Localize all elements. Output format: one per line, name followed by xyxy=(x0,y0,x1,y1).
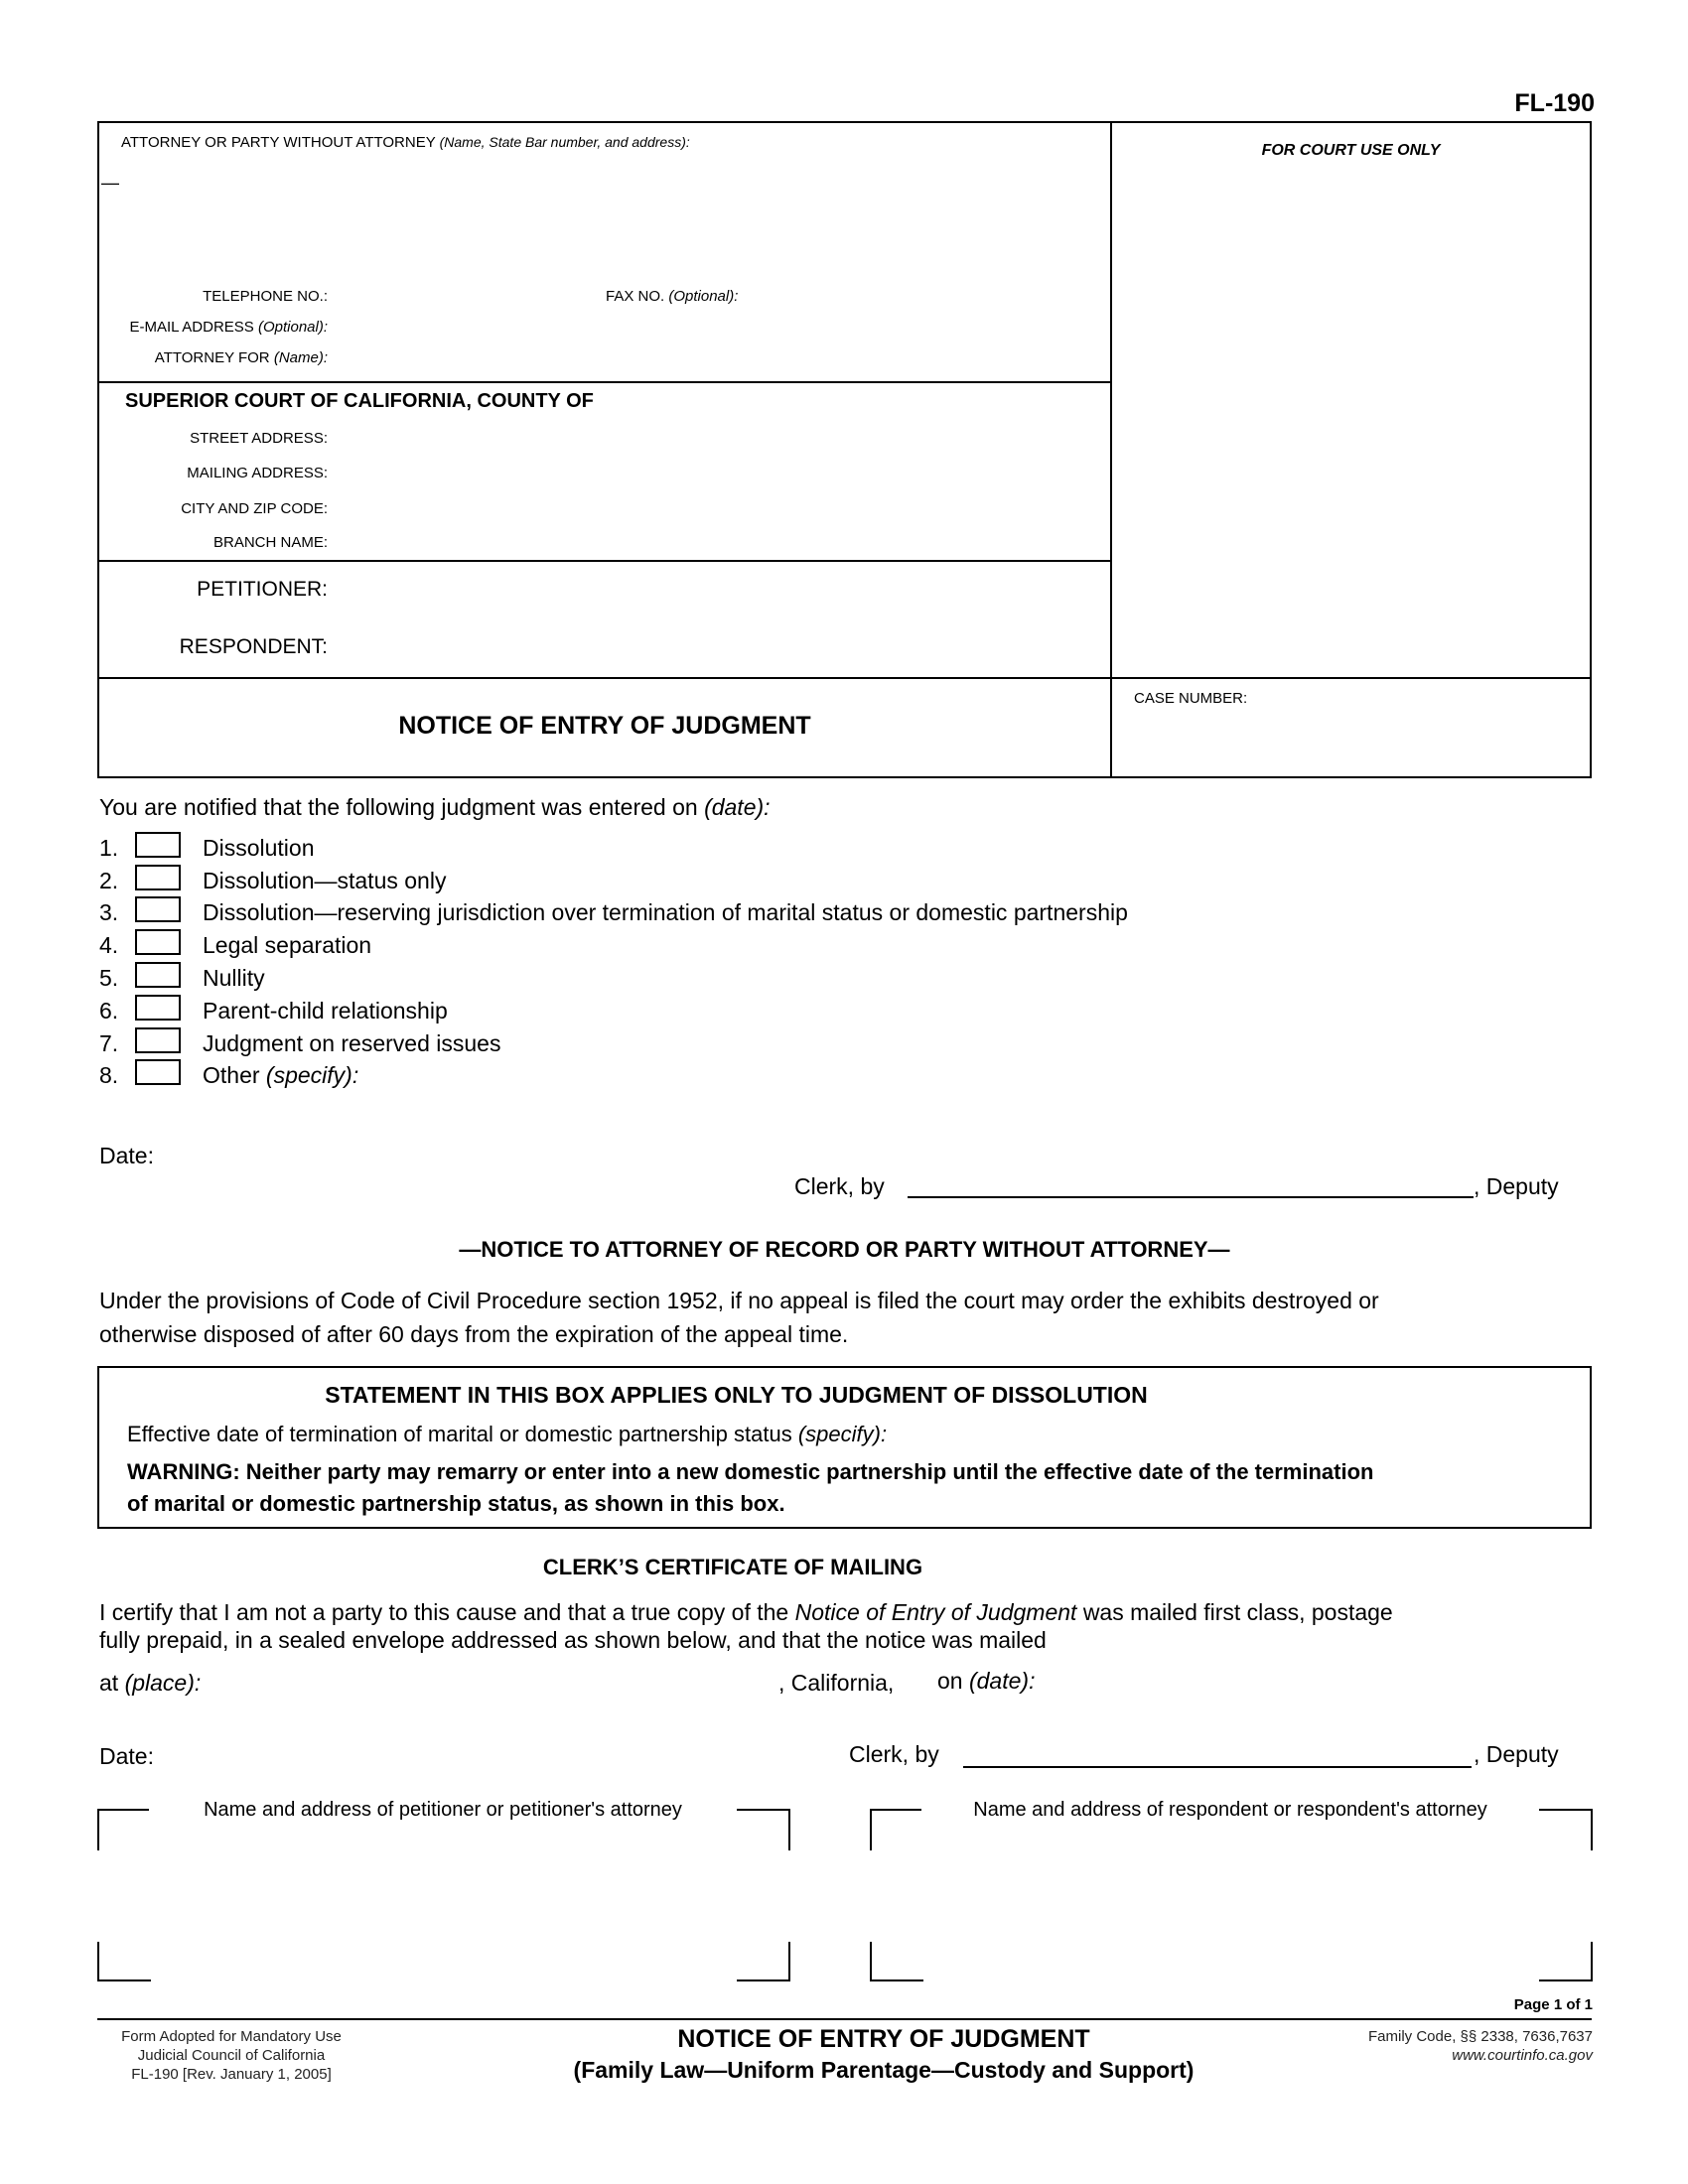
street-address-field[interactable] xyxy=(336,427,1090,449)
footer-subtitle: (Family Law—Uniform Parentage—Custody and Support) xyxy=(573,2057,1195,2083)
checkbox-dissolution-reserving-jurisdiction[interactable] xyxy=(135,896,181,922)
option-label: Dissolution xyxy=(203,835,315,861)
certificate-line-2: fully prepaid, in a sealed envelope addressed as shown below, and that the notice was mailed xyxy=(99,1627,1047,1653)
deputy-label-2: , Deputy xyxy=(1474,1741,1559,1767)
form-title: NOTICE OF ENTRY OF JUDGMENT xyxy=(398,712,811,740)
clerk-signature-line-2 xyxy=(963,1766,1472,1768)
effective-date-label: Effective date of termination of marital or domestic partnership status (specify): xyxy=(127,1422,888,1446)
petitioner-address-field[interactable] xyxy=(111,1837,776,1968)
petitioner-label: PETITIONER: xyxy=(197,578,328,601)
fax-label: FAX NO. (Optional): xyxy=(606,288,739,305)
checkbox-nullity[interactable] xyxy=(135,962,181,988)
footer-rule xyxy=(97,2018,1592,2020)
checkbox-legal-separation[interactable] xyxy=(135,929,181,955)
date-field-1[interactable] xyxy=(171,1143,469,1168)
respondent-address-field[interactable] xyxy=(884,1837,1579,1968)
email-label: E-MAIL ADDRESS (Optional): xyxy=(129,319,328,336)
attorney-label: ATTORNEY OR PARTY WITHOUT ATTORNEY (Name, State Bar number, and address): xyxy=(121,134,690,151)
option-label: Dissolution—reserving jurisdiction over termination of marital status or domestic partnership xyxy=(203,899,1128,925)
date-field-2[interactable] xyxy=(171,1743,469,1769)
option-number: 2. xyxy=(99,868,119,893)
mailing-date-field[interactable] xyxy=(1053,1668,1450,1694)
certificate-line-1: I certify that I am not a party to this cause and that a true copy of the Notice of Entry of Judgment was mailed first class, postage xyxy=(99,1599,1393,1625)
other-specify-field[interactable] xyxy=(383,1062,1575,1088)
option-number: 3. xyxy=(99,899,119,925)
adoption-line-3: FL-190 [Rev. January 1, 2005] xyxy=(131,2066,332,2083)
certificate-heading: CLERK’S CERTIFICATE OF MAILING xyxy=(542,1555,923,1579)
case-number-field[interactable] xyxy=(1134,725,1571,754)
mailing-address-label: MAILING ADDRESS: xyxy=(187,465,328,481)
option-number: 4. xyxy=(99,932,119,958)
website-link[interactable]: www.courtinfo.ca.gov xyxy=(1452,2047,1593,2064)
option-label: Parent-child relationship xyxy=(203,998,448,1024)
branch-name-field[interactable] xyxy=(336,531,1090,553)
statement-heading: STATEMENT IN THIS BOX APPLIES ONLY TO JUDGMENT OF DISSOLUTION xyxy=(325,1382,1148,1408)
notice-line-2: otherwise disposed of after 60 days from the expiration of the appeal time. xyxy=(99,1321,849,1347)
attorney-for-field[interactable] xyxy=(336,346,1090,368)
street-address-label: STREET ADDRESS: xyxy=(190,430,328,447)
option-number: 1. xyxy=(99,835,119,861)
respondent-label: RESPONDENT: xyxy=(179,635,328,658)
form-id: FL-190 xyxy=(1514,89,1595,117)
clerk-signature-line-1 xyxy=(908,1196,1474,1198)
date-label-1: Date: xyxy=(99,1143,154,1168)
date-label-2: Date: xyxy=(99,1743,154,1769)
checkbox-parent-child-relationship[interactable] xyxy=(135,995,181,1021)
option-label: Nullity xyxy=(203,965,265,991)
checkbox-judgment-reserved-issues[interactable] xyxy=(135,1027,181,1053)
footer-code-info xyxy=(1368,2027,1593,2065)
checkbox-other[interactable] xyxy=(135,1059,181,1085)
attorney-dash: — xyxy=(101,173,119,193)
mailing-date-label: on (date): xyxy=(937,1668,1036,1694)
effective-date-field[interactable] xyxy=(1005,1422,1571,1447)
clerk-by-label-2: Clerk, by xyxy=(849,1741,939,1767)
option-number: 5. xyxy=(99,965,119,991)
checkbox-dissolution-status-only[interactable] xyxy=(135,865,181,890)
adoption-line-1: Form Adopted for Mandatory Use xyxy=(121,2028,342,2045)
family-code-ref: Family Code, §§ 2338, 7636,7637 xyxy=(1368,2028,1593,2045)
judgment-intro: You are notified that the following judgment was entered on (date): xyxy=(99,794,771,820)
notice-line-1: Under the provisions of Code of Civil Procedure section 1952, if no appeal is filed the court may order the exhibits destroyed or xyxy=(99,1288,1379,1313)
california-label: , California, xyxy=(778,1670,895,1696)
petitioner-address-label: Name and address of petitioner or petitioner's attorney xyxy=(149,1799,737,1822)
for-court-use-label: FOR COURT USE ONLY xyxy=(1261,142,1441,159)
branch-name-label: BRANCH NAME: xyxy=(212,534,328,551)
attorney-name-address-field[interactable] xyxy=(129,171,1082,280)
city-zip-field[interactable] xyxy=(336,497,1090,519)
clerk-deputy-field-1[interactable] xyxy=(912,1171,1468,1195)
respondent-address-label: Name and address of respondent or respondent's attorney xyxy=(921,1799,1539,1822)
option-label: Dissolution—status only xyxy=(203,868,447,893)
mailing-place-field[interactable] xyxy=(218,1670,774,1696)
form-adoption-info xyxy=(97,2027,365,2084)
option-number: 8. xyxy=(99,1062,119,1088)
option-label: Other (specify): xyxy=(203,1062,359,1088)
petitioner-field[interactable] xyxy=(340,578,1094,604)
court-title: SUPERIOR COURT OF CALIFORNIA, COUNTY OF xyxy=(125,390,594,412)
clerk-by-label-1: Clerk, by xyxy=(794,1173,885,1199)
respondent-field[interactable] xyxy=(340,635,1094,661)
deputy-label-1: , Deputy xyxy=(1474,1173,1559,1199)
adoption-line-2: Judicial Council of California xyxy=(137,2047,326,2064)
option-number: 6. xyxy=(99,998,119,1024)
attorney-for-label: ATTORNEY FOR (Name): xyxy=(154,349,328,366)
warning-line-2: of marital or domestic partnership status, as shown in this box. xyxy=(127,1491,785,1516)
court-use-box xyxy=(1110,121,1592,679)
judgment-date-field[interactable] xyxy=(840,794,1138,820)
option-label: Legal separation xyxy=(203,932,372,958)
clerk-deputy-field-2[interactable] xyxy=(967,1739,1468,1763)
telephone-field[interactable] xyxy=(336,285,594,307)
option-label: Judgment on reserved issues xyxy=(203,1030,501,1056)
county-field[interactable] xyxy=(651,390,1088,414)
option-number: 7. xyxy=(99,1030,119,1056)
city-zip-label: CITY AND ZIP CODE: xyxy=(181,500,328,517)
place-label: at (place): xyxy=(99,1670,202,1696)
fax-field[interactable] xyxy=(759,285,1086,307)
notice-heading: —NOTICE TO ATTORNEY OF RECORD OR PARTY WITHOUT ATTORNEY— xyxy=(459,1237,1230,1262)
page-number: Page 1 of 1 xyxy=(1513,1996,1593,2013)
telephone-label: TELEPHONE NO.: xyxy=(203,288,328,305)
email-field[interactable] xyxy=(336,316,1090,338)
checkbox-dissolution[interactable] xyxy=(135,832,181,858)
footer-title: NOTICE OF ENTRY OF JUDGMENT xyxy=(677,2025,1090,2053)
mailing-address-field[interactable] xyxy=(336,462,1090,483)
warning-line-1: WARNING: Neither party may remarry or enter into a new domestic partnership until the effective date of the termination xyxy=(127,1459,1374,1484)
case-number-label: CASE NUMBER: xyxy=(1134,690,1248,707)
